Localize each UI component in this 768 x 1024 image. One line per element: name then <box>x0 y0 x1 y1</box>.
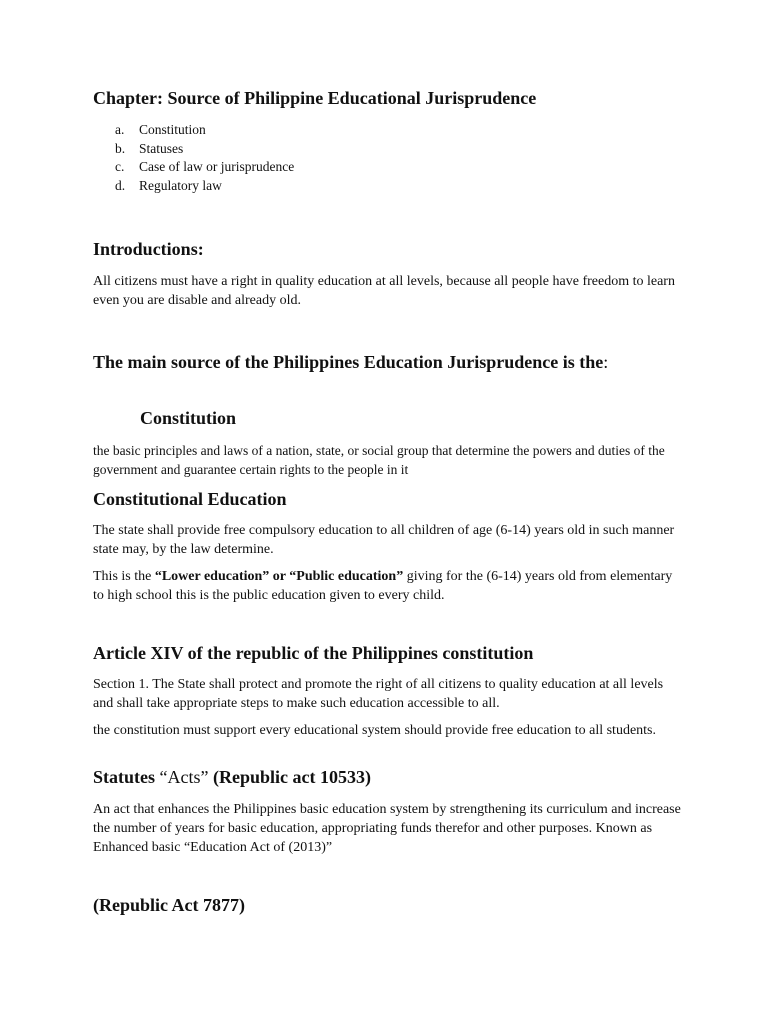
list-item <box>115 140 294 159</box>
lower-education-suffix: giving for the (6-14) years old from elementary to high school this is the public education given to every child. <box>93 569 673 603</box>
main-source-colon: : <box>603 352 609 372</box>
republic-act-heading: (Republic Act 7877) <box>93 895 245 915</box>
introduction-paragraph: All citizens must have a right in quality education at all levels, because all people have freedom to learn even you are disable and already old. <box>93 274 675 308</box>
list-item <box>115 177 294 196</box>
chapter-source-list <box>115 121 294 195</box>
article-section-1-paragraph: Section 1. The State shall protect and promote the right of all citizens to quality education at all levels and shall take appropriate steps to make such education accessible to all. <box>93 677 664 711</box>
lower-education-prefix: This is the <box>93 569 155 584</box>
article-support-paragraph: the constitution must support every educational system should provide free education to all students. <box>93 723 656 738</box>
list-marker: b. <box>115 140 126 156</box>
list-marker: a. <box>115 122 125 137</box>
list-marker: d. <box>115 177 126 193</box>
list-item-label: Case of law or jurisprudence <box>139 159 295 174</box>
list-marker: c. <box>115 159 125 174</box>
constitutional-education-heading: Constitutional Education <box>93 489 287 509</box>
chapter-title: Chapter: Source of Philippine Educational Jurisprudence <box>93 88 537 108</box>
list-item <box>115 158 294 177</box>
main-source-heading-text: The main source of the Philippines Education Jurisprudence is the <box>93 352 604 372</box>
lower-education-paragraph <box>93 567 683 605</box>
constitutional-education-paragraph: The state shall provide free compulsory education to all children of age (6-14) years old in such manner state may, by the law determine. <box>93 523 675 557</box>
statutes-heading-part2: (Republic act 10533) <box>208 767 371 787</box>
constitution-heading: Constitution <box>140 408 237 428</box>
list-item <box>115 121 294 140</box>
statutes-heading-part1: Statutes <box>93 767 160 787</box>
statutes-heading <box>93 767 371 789</box>
main-source-heading <box>93 350 653 375</box>
lower-education-emphasis: “Lower education” or “Public education” <box>154 569 404 584</box>
statutes-paragraph: An act that enhances the Philippines basic education system by strengthening its curriculum and increase the number of years for basic education, appropriating funds therefor and other purposes. Known as Enhanced basic “Education Act of (2013)” <box>93 802 681 855</box>
statutes-heading-acts: “Acts” <box>159 767 209 787</box>
introduction-heading: Introductions: <box>93 239 204 259</box>
constitution-definition: the basic principles and laws of a nation, state, or social group that determine the powers and duties of the government and guarantee certain rights to the people in it <box>93 443 665 477</box>
article-xiv-heading: Article XIV of the republic of the Philippines constitution <box>93 643 534 663</box>
list-item-label: Statuses <box>139 140 184 156</box>
list-item-label: Regulatory law <box>139 177 222 193</box>
list-item-label: Constitution <box>139 122 206 137</box>
